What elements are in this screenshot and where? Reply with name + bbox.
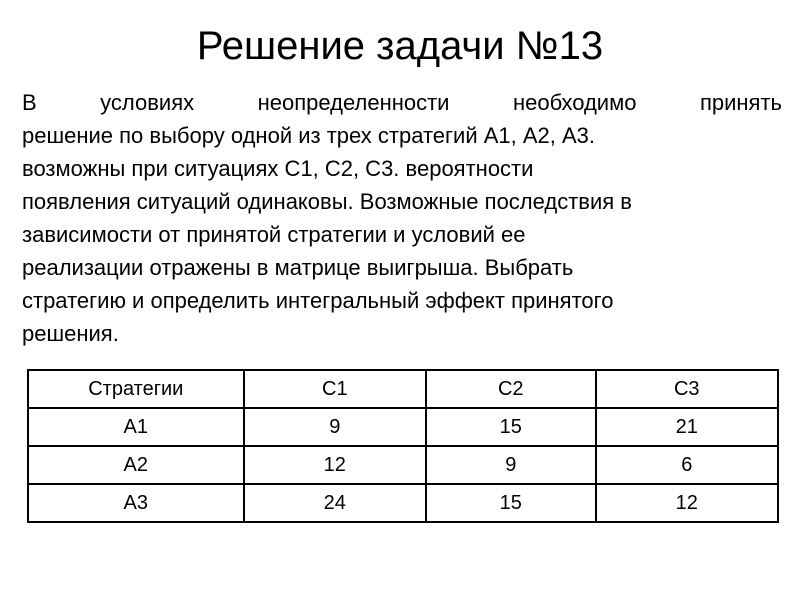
task-line: реализации отражены в матрице выигрыша. Выбрать: [22, 255, 574, 280]
task-line: стратегию и определить интегральный эффект принятого: [22, 288, 614, 313]
payoff-matrix-table: [27, 369, 779, 523]
task-line: зависимости от принятой стратегии и условий ее: [22, 222, 526, 247]
table-row: [28, 484, 778, 522]
table-cell: 6: [596, 446, 778, 484]
header-strategies: Стратегии: [28, 370, 244, 408]
table-cell: А1: [28, 408, 244, 446]
table-cell: 21: [596, 408, 778, 446]
table-cell: А3: [28, 484, 244, 522]
task-line: решения.: [22, 321, 119, 346]
table-cell: 9: [244, 408, 426, 446]
table-cell: 12: [596, 484, 778, 522]
table-row: [28, 408, 778, 446]
table-cell: 12: [244, 446, 426, 484]
slide-title: Решение задачи №13: [196, 24, 604, 68]
table-header-row: [28, 370, 778, 408]
table-cell: 15: [426, 484, 596, 522]
table-row: [28, 446, 778, 484]
header-c3: С3: [596, 370, 778, 408]
table-cell: А2: [28, 446, 244, 484]
header-c1: С1: [244, 370, 426, 408]
table-cell: 24: [244, 484, 426, 522]
task-line: В условиях неопределенности необходимо принять: [22, 90, 782, 115]
table-cell: 9: [426, 446, 596, 484]
task-line: возможны при ситуациях С1, С2, С3. вероятности: [22, 156, 534, 181]
table-cell: 15: [426, 408, 596, 446]
task-line: решение по выбору одной из трех стратегий А1, А2, А3.: [22, 123, 596, 148]
task-line: появления ситуаций одинаковы. Возможные последствия в: [22, 189, 632, 214]
header-c2: С2: [426, 370, 596, 408]
task-description: [22, 86, 782, 350]
